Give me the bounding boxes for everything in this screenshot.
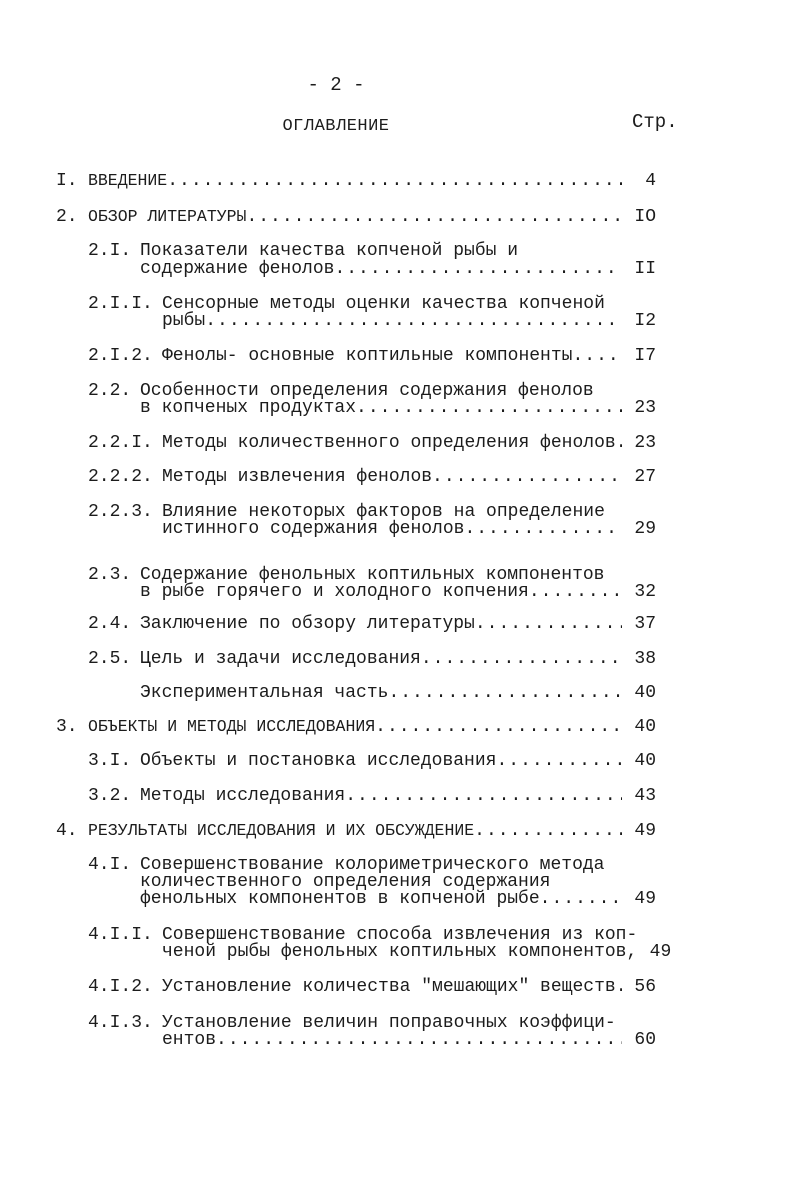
- entry-page: I2: [634, 311, 656, 331]
- entry-page: 49: [634, 821, 656, 841]
- entry-number: I.: [56, 171, 78, 191]
- leader-dots: [375, 717, 622, 737]
- entry-page: 49: [649, 942, 672, 962]
- leader-dots: [167, 171, 622, 191]
- toc-entry-cont: [88, 889, 656, 909]
- entry-title: Экспериментальная часть: [140, 683, 389, 703]
- entry-number: 4.I.3.: [88, 1013, 153, 1033]
- entry-page: 60: [634, 1030, 656, 1050]
- entry-title-line: Содержание фенольных коптильных компонентов: [140, 565, 605, 585]
- page-number: - 2 -: [307, 74, 365, 96]
- entry-title-line: истинного содержания фенолов: [162, 519, 465, 539]
- toc-entry[interactable]: [88, 467, 656, 487]
- entry-title: Заключение по обзору литературы: [140, 614, 475, 634]
- toc-entry-cont: [88, 259, 656, 279]
- entry-number: 2.: [56, 207, 78, 227]
- toc-entry-cont: [88, 942, 672, 962]
- entry-title: ОБЪЕКТЫ И МЕТОДЫ ИССЛЕДОВАНИЯ: [88, 717, 376, 736]
- entry-page: 32: [634, 582, 656, 602]
- entry-title: Методы извлечения фенолов: [162, 467, 433, 487]
- entry-page: 23: [634, 433, 656, 453]
- entry-page: IO: [634, 207, 656, 227]
- entry-page: 40: [634, 751, 656, 771]
- leader-dots: [246, 207, 622, 227]
- entry-page: 4: [645, 171, 656, 191]
- entry-title-line: рыбы: [162, 311, 206, 331]
- leader-dots: [432, 467, 622, 487]
- leader-dots: [474, 821, 622, 841]
- leader-dots: [345, 786, 622, 806]
- entry-page: 40: [634, 717, 656, 737]
- entry-page: 23: [634, 398, 656, 418]
- entry-page: 43: [634, 786, 656, 806]
- entry-title-line: фенольных компонентов в копченой рыбе: [140, 889, 540, 909]
- toc-entry-cont: [88, 311, 656, 331]
- leader-dots: [216, 1030, 622, 1050]
- entry-title-line: Совершенствование способа извлечения из коп-: [162, 925, 638, 945]
- toc-entry[interactable]: [88, 977, 656, 997]
- leader-dots: [421, 649, 622, 669]
- entry-number: 4.I.2.: [88, 977, 153, 997]
- leader-dots: [529, 582, 622, 602]
- entry-title-line: Показатели качества копченой рыбы и: [140, 241, 519, 261]
- entry-title: Фенолы- основные коптильные компоненты: [162, 346, 573, 366]
- entry-number: 3.I.: [88, 751, 132, 771]
- toc-entry[interactable]: [88, 786, 656, 806]
- leader-dots: [334, 259, 622, 279]
- entry-title-line: ентов: [162, 1030, 217, 1050]
- entry-title-line: в копченых продуктах: [140, 398, 357, 418]
- entry-number: 2.5.: [88, 649, 132, 669]
- toc-entry-cont: [88, 582, 656, 602]
- entry-number: 2.2.2.: [88, 467, 153, 487]
- entry-title-line: Особенности определения содержания фенолов: [140, 381, 594, 401]
- entry-page: 40: [634, 683, 656, 703]
- entry-title-line: Сенсорные методы оценки качества копченой: [162, 294, 605, 314]
- leader-dots: [616, 977, 622, 997]
- entry-title: ВВЕДЕНИЕ: [88, 171, 168, 190]
- leader-dots: [572, 346, 622, 366]
- entry-title: Объекты и постановка исследования: [140, 751, 497, 771]
- leader-dots: [356, 398, 622, 418]
- toc-entry[interactable]: [88, 433, 656, 453]
- entry-page: 56: [634, 977, 656, 997]
- leader-dots: [388, 683, 622, 703]
- toc-entry-cont: [88, 398, 656, 418]
- entry-title-line: Влияние некоторых факторов на определение: [162, 502, 605, 522]
- toc-entry[interactable]: [56, 821, 656, 841]
- entry-number: 2.I.: [88, 241, 132, 261]
- toc-title: ОГЛАВЛЕНИЕ: [282, 117, 390, 136]
- toc-entry[interactable]: [88, 683, 656, 703]
- entry-title-line: ченой рыбы фенольных коптильных компонентов,: [162, 942, 638, 962]
- entry-number: 4.: [56, 821, 78, 841]
- entry-title: Методы количественного определения фенолов: [162, 433, 616, 453]
- entry-number: 2.2.I.: [88, 433, 153, 453]
- entry-number: 2.3.: [88, 565, 132, 585]
- toc-entry[interactable]: [56, 207, 656, 227]
- entry-number: 3.2.: [88, 786, 132, 806]
- toc-entry[interactable]: [88, 614, 656, 634]
- toc-entry[interactable]: [88, 649, 656, 669]
- entry-title-line: содержание фенолов: [140, 259, 335, 279]
- toc-entry[interactable]: [88, 751, 656, 771]
- entry-page: 37: [634, 614, 656, 634]
- entry-number: 2.I.I.: [88, 294, 153, 314]
- entry-number: 2.2.3.: [88, 502, 153, 522]
- entry-number: 2.I.2.: [88, 346, 153, 366]
- entry-number: 4.I.I.: [88, 925, 153, 945]
- entry-number: 2.2.: [88, 381, 132, 401]
- entry-number: 2.4.: [88, 614, 132, 634]
- leader-dots: [475, 614, 622, 634]
- entry-page: 49: [634, 889, 656, 909]
- entry-page: 38: [634, 649, 656, 669]
- entry-page: 29: [634, 519, 656, 539]
- toc-entry[interactable]: [88, 241, 656, 261]
- toc-entry[interactable]: [88, 346, 656, 366]
- leader-dots: [496, 751, 622, 771]
- toc-entry-cont: [88, 519, 656, 539]
- entry-title-line: Установление величин поправочных коэффици-: [162, 1013, 616, 1033]
- toc-entry[interactable]: [56, 171, 656, 191]
- entry-title: Установление количества "мешающих" веществ: [162, 977, 616, 997]
- entry-title-line: в рыбе горячего и холодного копчения: [140, 582, 529, 602]
- entry-title: Методы исследования: [140, 786, 346, 806]
- entry-title: ОБЗОР ЛИТЕРАТУРЫ: [88, 207, 247, 226]
- entry-page: I7: [634, 346, 656, 366]
- entry-title-line: количественного определения содержания: [140, 872, 551, 892]
- leader-dots: [616, 433, 622, 453]
- entry-title: РЕЗУЛЬТАТЫ ИССЛЕДОВАНИЯ И ИХ ОБСУЖДЕНИЕ: [88, 821, 475, 840]
- leader-dots: [540, 889, 622, 909]
- page-column-label: Стр.: [632, 111, 678, 133]
- entry-title-line: Совершенствование колориметрического метода: [140, 855, 605, 875]
- leader-dots: [205, 311, 622, 331]
- entry-page: 27: [634, 467, 656, 487]
- entry-number: 4.I.: [88, 855, 132, 875]
- entry-title: Цель и задачи исследования: [140, 649, 421, 669]
- toc-entry-cont: [88, 1030, 656, 1050]
- entry-page: II: [634, 259, 656, 279]
- leader-dots: [464, 519, 622, 539]
- toc-entry[interactable]: [56, 717, 656, 737]
- entry-number: 3.: [56, 717, 78, 737]
